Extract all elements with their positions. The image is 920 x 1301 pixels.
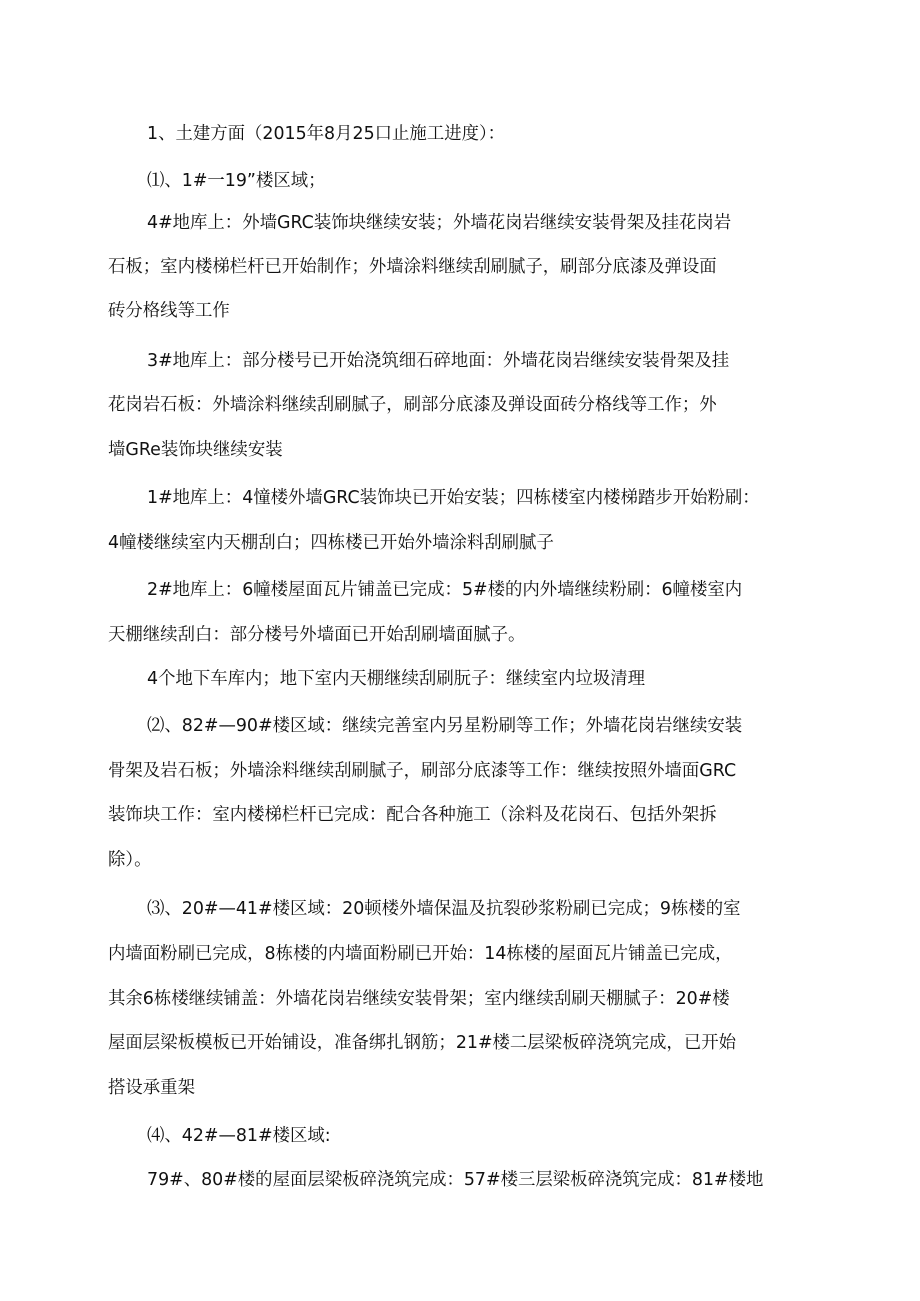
paragraph-line: 1#地库上：4憧楼外墙GRC装饰块已开始安装；四栋楼室内楼梯踏步开始粉刷： [147, 488, 760, 508]
paragraph-line: 4#地库上：外墙GRC装饰块继续安装；外墙花岗岩继续安装骨架及挂花岗岩 [147, 213, 732, 233]
paragraph-line: 天棚继续刮白：部分楼号外墙面已开始刮刷墙面腻子。 [108, 625, 526, 645]
paragraph-line: 墙GRe装饰块继续安装 [108, 440, 283, 460]
subsection-heading-2: ⑵、82#—90#楼区域：继续完善室内另星粉刷等工作；外墙花岗岩继续安装 [147, 716, 743, 736]
paragraph-line: 除）。 [108, 850, 152, 870]
paragraph-line: 4幢楼继续室内天棚刮白；四栋楼已开始外墙涂料刮刷腻子 [108, 533, 554, 553]
paragraph-line: 屋面层梁板模板已开始铺设，准备绑扎钢筋；21#楼二层梁板碎浇筑完成，已开始 [108, 1033, 736, 1053]
paragraph-line: 79#、80#楼的屋面层梁板碎浇筑完成：57#楼三层梁板碎浇筑完成：81#楼地 [147, 1170, 764, 1190]
paragraph-line: 搭设承重架 [108, 1078, 195, 1098]
paragraph-line: 3#地库上：部分楼号已开始浇筑细石碎地面：外墙花岗岩继续安装骨架及挂 [147, 351, 730, 371]
paragraph-line: 其余6栋楼继续铺盖：外墙花岗岩继续安装骨架；室内继续刮刷天棚腻子：20#楼 [108, 989, 730, 1009]
subsection-heading-3: ⑶、20#—41#楼区域：20顿楼外墙保温及抗裂砂浆粉刷已完成；9栋楼的室 [147, 899, 741, 919]
section-heading-civil-works: 1、土建方面（2015年8月25口止施工进度）： [147, 124, 506, 144]
paragraph-line: 装饰块工作：室内楼梯栏杆已完成：配合各种施工（涂料及花岗石、包括外架拆 [108, 805, 717, 825]
subsection-heading-4: ⑷、42#—81#楼区域: [147, 1126, 331, 1146]
paragraph-line: 4个地下车库内；地下室内天棚继续刮刷朊子：继续室内垃圾清理 [147, 669, 646, 689]
paragraph-line: 花岗岩石板：外墙涂料继续刮刷腻子，刷部分底漆及弹设面砖分格线等工作；外 [108, 395, 717, 415]
paragraph-line: 石板；室内楼梯栏杆已开始制作；外墙涂料继续刮刷腻子，刷部分底漆及弹设面 [108, 257, 717, 277]
paragraph-line: 2#地库上：6幢楼屋面瓦片铺盖已完成：5#楼的内外墙继续粉刷：6幢楼室内 [147, 580, 743, 600]
subsection-heading-1: ⑴、1#一19”楼区域； [147, 171, 326, 191]
paragraph-line: 砖分格线等工作 [108, 301, 230, 321]
paragraph-line: 骨架及岩石板；外墙涂料继续刮刷腻子，刷部分底漆等工作：继续按照外墙面GRC [108, 761, 737, 781]
paragraph-line: 内墙面粉刷已完成，8栋楼的内墙面粉刷已开始：14栋楼的屋面瓦片铺盖已完成， [108, 944, 733, 964]
